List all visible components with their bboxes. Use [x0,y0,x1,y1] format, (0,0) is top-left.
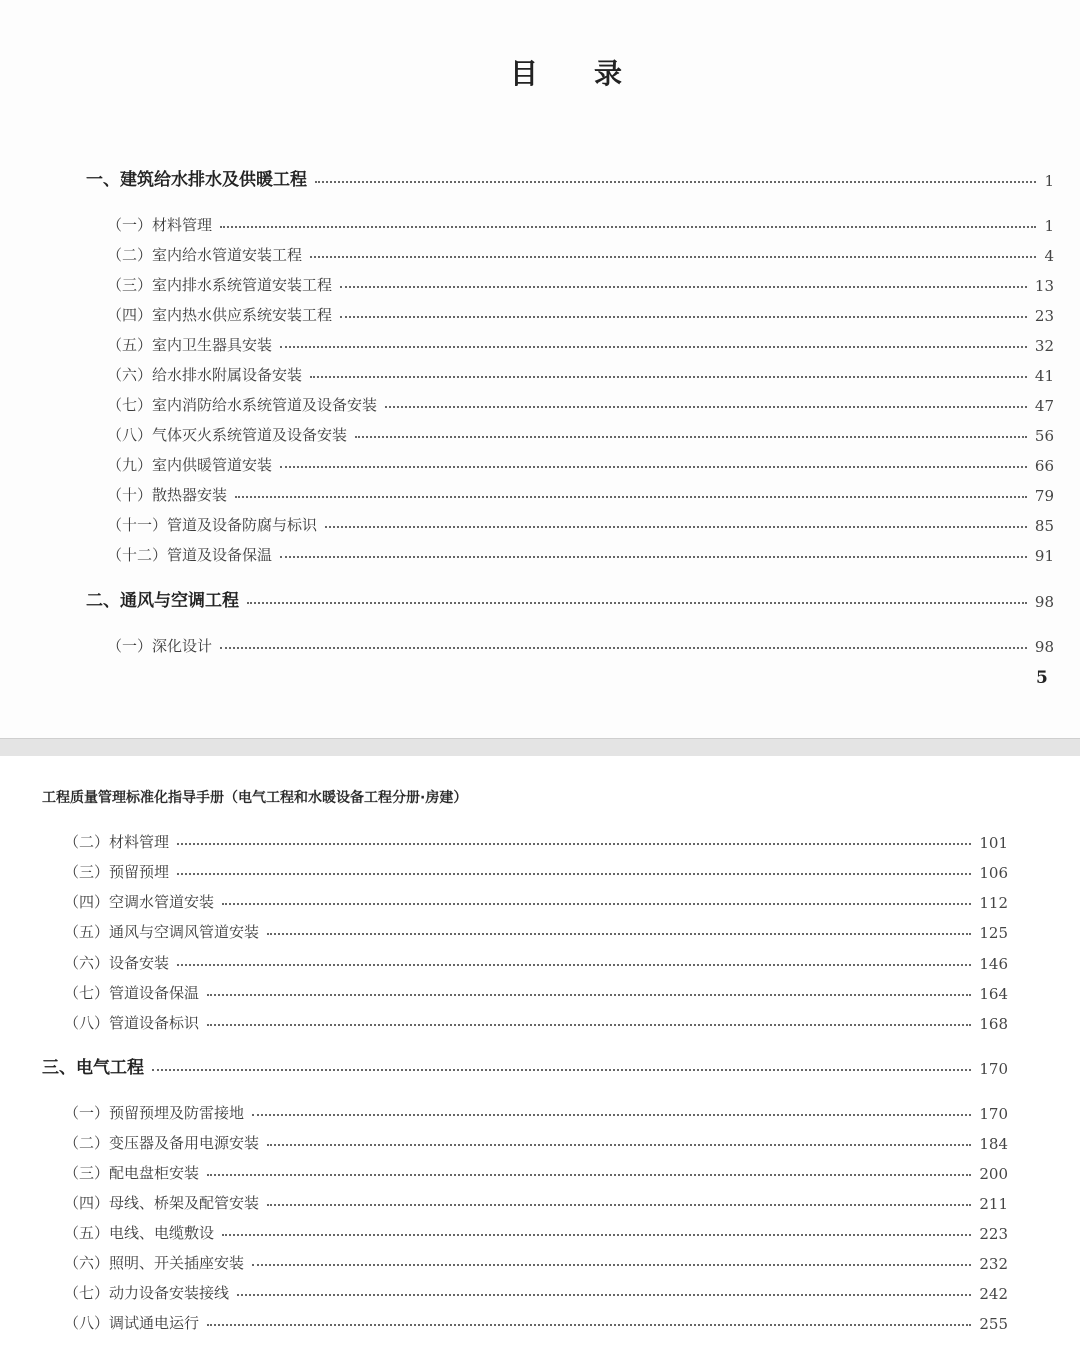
toc-label: （三）室内排水系统管道安装工程 [107,276,333,294]
toc-page-ref: 4 [1044,247,1054,265]
toc-page-ref: 1 [1044,172,1054,190]
dot-leader [177,873,971,875]
toc-section[interactable] [107,241,1054,265]
toc-page-ref: 98 [1034,593,1054,611]
toc-label: （十二）管道及设备保温 [107,546,273,564]
dot-leader [237,1294,971,1296]
dot-leader [220,226,1036,228]
toc-page-ref: 66 [1034,457,1054,475]
toc-section[interactable] [64,1099,1008,1123]
toc-section[interactable] [107,451,1054,475]
toc-label: （四）母线、桥架及配管安装 [64,1194,260,1212]
toc-page-ref: 47 [1034,397,1054,415]
toc-page-ref: 91 [1034,547,1054,565]
dot-leader [310,256,1036,258]
toc-section[interactable] [107,511,1054,535]
toc-section[interactable] [64,1219,1008,1243]
toc-label: （二）室内给水管道安装工程 [107,246,303,264]
dot-leader [222,1234,971,1236]
running-head: 工程质量管理标准化指导手册（电气工程和水暖设备工程分册·房建） [42,790,468,806]
toc-chapter[interactable] [42,1054,1008,1078]
toc-label: （一）材料管理 [107,216,213,234]
toc-section[interactable] [64,1159,1008,1183]
dot-leader [252,1264,971,1266]
toc-section[interactable] [107,211,1054,235]
toc-label: （一）预留预埋及防雷接地 [64,1104,245,1122]
toc-label: 二、通风与空调工程 [86,591,239,611]
dot-leader [247,602,1027,604]
dot-leader [267,1144,971,1146]
toc-section[interactable] [107,391,1054,415]
dot-leader [267,1204,971,1206]
toc-page-ref: 13 [1034,277,1054,295]
toc-label: （十）散热器安装 [107,486,228,504]
toc-chapter[interactable] [86,587,1054,611]
toc-section[interactable] [64,918,1008,942]
toc-section[interactable] [107,271,1054,295]
toc-label: 一、建筑给水排水及供暖工程 [86,170,307,190]
toc-label: （七）动力设备安装接线 [64,1284,230,1302]
toc-label: （六）设备安装 [64,954,170,972]
dot-leader [325,526,1027,528]
dot-leader [207,994,971,996]
toc-page-ref: 184 [979,1135,1008,1153]
toc-page-ref: 170 [979,1105,1008,1123]
toc-section[interactable] [64,1249,1008,1273]
dot-leader [385,406,1027,408]
toc-page-ref: 101 [979,834,1008,852]
toc-page-ref: 168 [979,1015,1008,1033]
toc-page-ref: 164 [979,985,1008,1003]
toc-section[interactable] [64,828,1008,852]
toc-page-2 [0,756,1080,1361]
toc-section[interactable] [107,331,1054,355]
dot-leader [207,1024,971,1026]
toc-section[interactable] [64,858,1008,882]
dot-leader [340,286,1027,288]
toc-section[interactable] [64,949,1008,973]
toc-label: （六）照明、开关插座安装 [64,1254,245,1272]
toc-page-ref: 200 [979,1165,1008,1183]
toc-page-ref: 112 [979,894,1008,912]
toc-chapter[interactable] [86,166,1054,190]
toc-page-ref: 98 [1034,638,1054,656]
toc-page-ref: 242 [979,1285,1008,1303]
toc-page-ref: 146 [979,955,1008,973]
toc-page-ref: 32 [1034,337,1054,355]
toc-section[interactable] [64,1309,1008,1333]
dot-leader [220,647,1027,649]
dot-leader [177,964,971,966]
toc-section[interactable] [64,888,1008,912]
toc-section[interactable] [107,421,1054,445]
toc-title: 目录 [510,57,679,90]
toc-page-ref: 85 [1034,517,1054,535]
toc-section[interactable] [64,1009,1008,1033]
toc-label: （八）气体灭火系统管道及设备安装 [107,426,348,444]
toc-page-ref: 79 [1034,487,1054,505]
toc-page-ref: 232 [979,1255,1008,1273]
dot-leader [355,436,1027,438]
toc-label: （八）调试通电运行 [64,1314,200,1332]
toc-page-ref: 23 [1034,307,1054,325]
toc-page-ref: 56 [1034,427,1054,445]
toc-page-ref: 223 [979,1225,1008,1243]
dot-leader [207,1174,971,1176]
toc-section[interactable] [107,481,1054,505]
toc-section[interactable] [107,632,1054,656]
dot-leader [152,1069,971,1071]
toc-section[interactable] [64,1279,1008,1303]
toc-section[interactable] [107,361,1054,385]
toc-page-ref: 255 [979,1315,1008,1333]
toc-label: 三、电气工程 [42,1058,144,1078]
dot-leader [340,316,1027,318]
toc-page-ref: 1 [1044,217,1054,235]
dot-leader [207,1324,971,1326]
toc-label: （七）管道设备保温 [64,984,200,1002]
toc-label: （七）室内消防给水系统管道及设备安装 [107,396,378,414]
dot-leader [235,496,1027,498]
toc-section[interactable] [64,979,1008,1003]
toc-label: （八）管道设备标识 [64,1014,200,1032]
toc-label: （五）室内卫生器具安装 [107,336,273,354]
toc-section[interactable] [64,1189,1008,1213]
toc-page-ref: 211 [979,1195,1008,1213]
dot-leader [252,1114,971,1116]
dot-leader [222,903,971,905]
toc-label: （二）材料管理 [64,833,170,851]
toc-page-ref: 41 [1034,367,1054,385]
toc-section[interactable] [107,541,1054,565]
toc-label: （五）通风与空调风管道安装 [64,923,260,941]
toc-label: （四）室内热水供应系统安装工程 [107,306,333,324]
dot-leader [177,843,971,845]
dot-leader [267,933,971,935]
page-divider [0,738,1080,758]
dot-leader [280,556,1027,558]
toc-label: （二）变压器及备用电源安装 [64,1134,260,1152]
dot-leader [280,346,1027,348]
toc-section[interactable] [107,301,1054,325]
toc-page-ref: 125 [979,924,1008,942]
dot-leader [310,376,1027,378]
toc-label: （十一）管道及设备防腐与标识 [107,516,318,534]
toc-label: （一）深化设计 [107,637,213,655]
toc-label: （六）给水排水附属设备安装 [107,366,303,384]
dot-leader [315,181,1036,183]
toc-label: （三）配电盘柜安装 [64,1164,200,1182]
dot-leader [280,466,1027,468]
toc-page-ref: 170 [979,1060,1008,1078]
toc-label: （九）室内供暖管道安装 [107,456,273,474]
toc-label: （四）空调水管道安装 [64,893,215,911]
toc-label: （三）预留预埋 [64,863,170,881]
toc-page-ref: 106 [979,864,1008,882]
toc-label: （五）电线、电缆敷设 [64,1224,215,1242]
toc-section[interactable] [64,1129,1008,1153]
page-number: 5 [1036,668,1048,688]
